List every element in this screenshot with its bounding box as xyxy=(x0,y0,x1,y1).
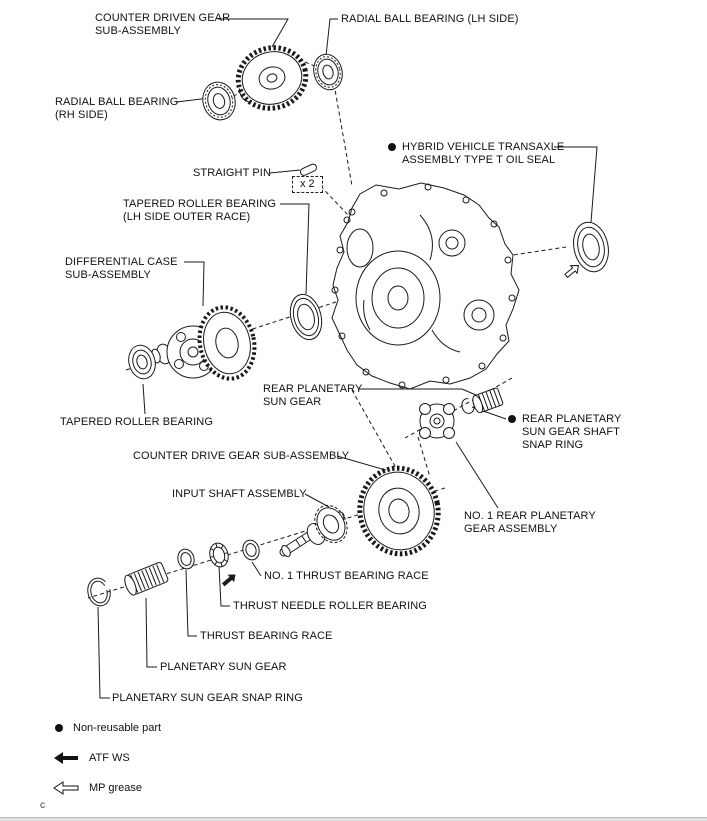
legend-mp-grease xyxy=(53,781,142,795)
label-text: NO. 1 REAR PLANETARY xyxy=(464,510,596,522)
label-straight-pin xyxy=(193,167,271,180)
label-text: PLANETARY SUN GEAR SNAP RING xyxy=(112,692,303,704)
label-radial-ball-bearing-rh xyxy=(55,96,178,122)
label-text: REAR PLANETARY xyxy=(522,413,622,425)
label-text: (RH SIDE) xyxy=(55,109,108,121)
label-text: RADIAL BALL BEARING xyxy=(55,96,179,108)
planetary-sun-gear-drawing xyxy=(122,562,168,597)
counter-driven-gear-drawing xyxy=(231,40,312,116)
label-text: GEAR ASSEMBLY xyxy=(464,523,558,535)
label-planetary-sun-gear xyxy=(160,661,287,674)
label-rear-planetary-sun-gear xyxy=(263,383,362,409)
label-no1-thrust-bearing-race xyxy=(264,570,429,583)
tapered-race-lh-drawing xyxy=(286,291,327,343)
mp-grease-arrow-marker xyxy=(563,262,582,280)
label-lines xyxy=(522,413,621,452)
legend-text: Non-reusable part xyxy=(73,722,162,734)
label-planetary-sun-gear-snap-ring xyxy=(112,692,303,705)
label-radial-ball-bearing-lh xyxy=(341,13,519,26)
legend-text: MP grease xyxy=(89,782,142,794)
label-text: SUN GEAR SHAFT xyxy=(522,426,620,438)
label-text: HYBRID VEHICLE TRANSAXLE xyxy=(402,141,565,153)
label-rear-snap-ring xyxy=(508,413,621,452)
label-text: THRUST NEEDLE ROLLER BEARING xyxy=(233,600,427,612)
radial-ball-bearing-lh-drawing xyxy=(310,51,346,93)
rear-planetary-sun-gear-drawing xyxy=(471,387,503,413)
label-lines xyxy=(402,141,564,167)
label-text: TAPERED ROLLER BEARING xyxy=(123,198,276,210)
footer-mark: c xyxy=(40,800,45,811)
label-thrust-bearing-race xyxy=(200,630,333,643)
label-oil-seal xyxy=(388,141,564,167)
label-text: SUB-ASSEMBLY xyxy=(65,269,151,281)
label-counter-driven-gear xyxy=(95,12,230,38)
label-text: NO. 1 THRUST BEARING RACE xyxy=(264,570,429,582)
page-bottom-edge xyxy=(0,817,707,821)
no1-thrust-race-drawing xyxy=(241,538,262,561)
label-text: (LH SIDE OUTER RACE) xyxy=(123,211,251,223)
atf-arrow-marker xyxy=(220,571,239,589)
legend-non-reusable xyxy=(55,722,161,734)
differential-case-drawing xyxy=(150,302,261,384)
tapered-roller-bearing-drawing xyxy=(125,342,159,382)
counter-drive-gear-drawing xyxy=(352,461,446,561)
label-text: THRUST BEARING RACE xyxy=(200,630,333,642)
thrust-bearing-race-drawing xyxy=(176,547,197,570)
non-reusable-dot-icon xyxy=(55,724,63,732)
label-counter-drive-gear xyxy=(133,450,349,463)
label-text: PLANETARY SUN GEAR xyxy=(160,661,287,673)
label-text: DIFFERENTIAL CASE xyxy=(65,256,178,268)
label-thrust-needle-roller-bearing xyxy=(233,600,427,613)
label-no1-rear-planetary xyxy=(464,510,596,536)
label-text: TAPERED ROLLER BEARING xyxy=(60,416,213,428)
label-text: COUNTER DRIVE GEAR SUB-ASSEMBLY xyxy=(133,450,350,462)
label-text: SUB-ASSEMBLY xyxy=(95,25,181,37)
label-text: SUN GEAR xyxy=(263,396,322,408)
label-differential-case xyxy=(65,256,178,282)
non-reusable-dot-icon xyxy=(388,143,396,151)
label-text: COUNTER DRIVEN GEAR xyxy=(95,12,231,24)
straight-pin-drawing xyxy=(299,163,317,177)
label-tapered-roller-bearing xyxy=(60,416,213,429)
label-text: STRAIGHT PIN xyxy=(193,167,272,179)
mp-grease-arrow-icon xyxy=(53,781,79,795)
input-shaft-drawing xyxy=(280,500,353,558)
label-text: SNAP RING xyxy=(522,439,584,451)
atf-arrow-icon xyxy=(53,751,79,765)
label-text: RADIAL BALL BEARING (LH SIDE) xyxy=(341,13,519,25)
label-text: REAR PLANETARY xyxy=(263,383,363,395)
non-reusable-dot-icon xyxy=(508,415,516,423)
legend-atf-ws xyxy=(53,751,130,765)
thrust-needle-bearing-drawing xyxy=(207,541,231,569)
label-input-shaft xyxy=(172,488,307,501)
pin-quantity-box: x 2 xyxy=(292,176,323,193)
transaxle-case-drawing xyxy=(332,183,519,389)
label-tapered-roller-bearing-lh xyxy=(123,198,276,224)
label-text: INPUT SHAFT ASSEMBLY xyxy=(172,488,307,500)
radial-ball-bearing-rh-drawing xyxy=(199,79,240,124)
legend-text: ATF WS xyxy=(89,752,130,764)
rear-planetary-assembly-drawing xyxy=(420,404,455,439)
label-text: ASSEMBLY TYPE T OIL SEAL xyxy=(402,154,556,166)
